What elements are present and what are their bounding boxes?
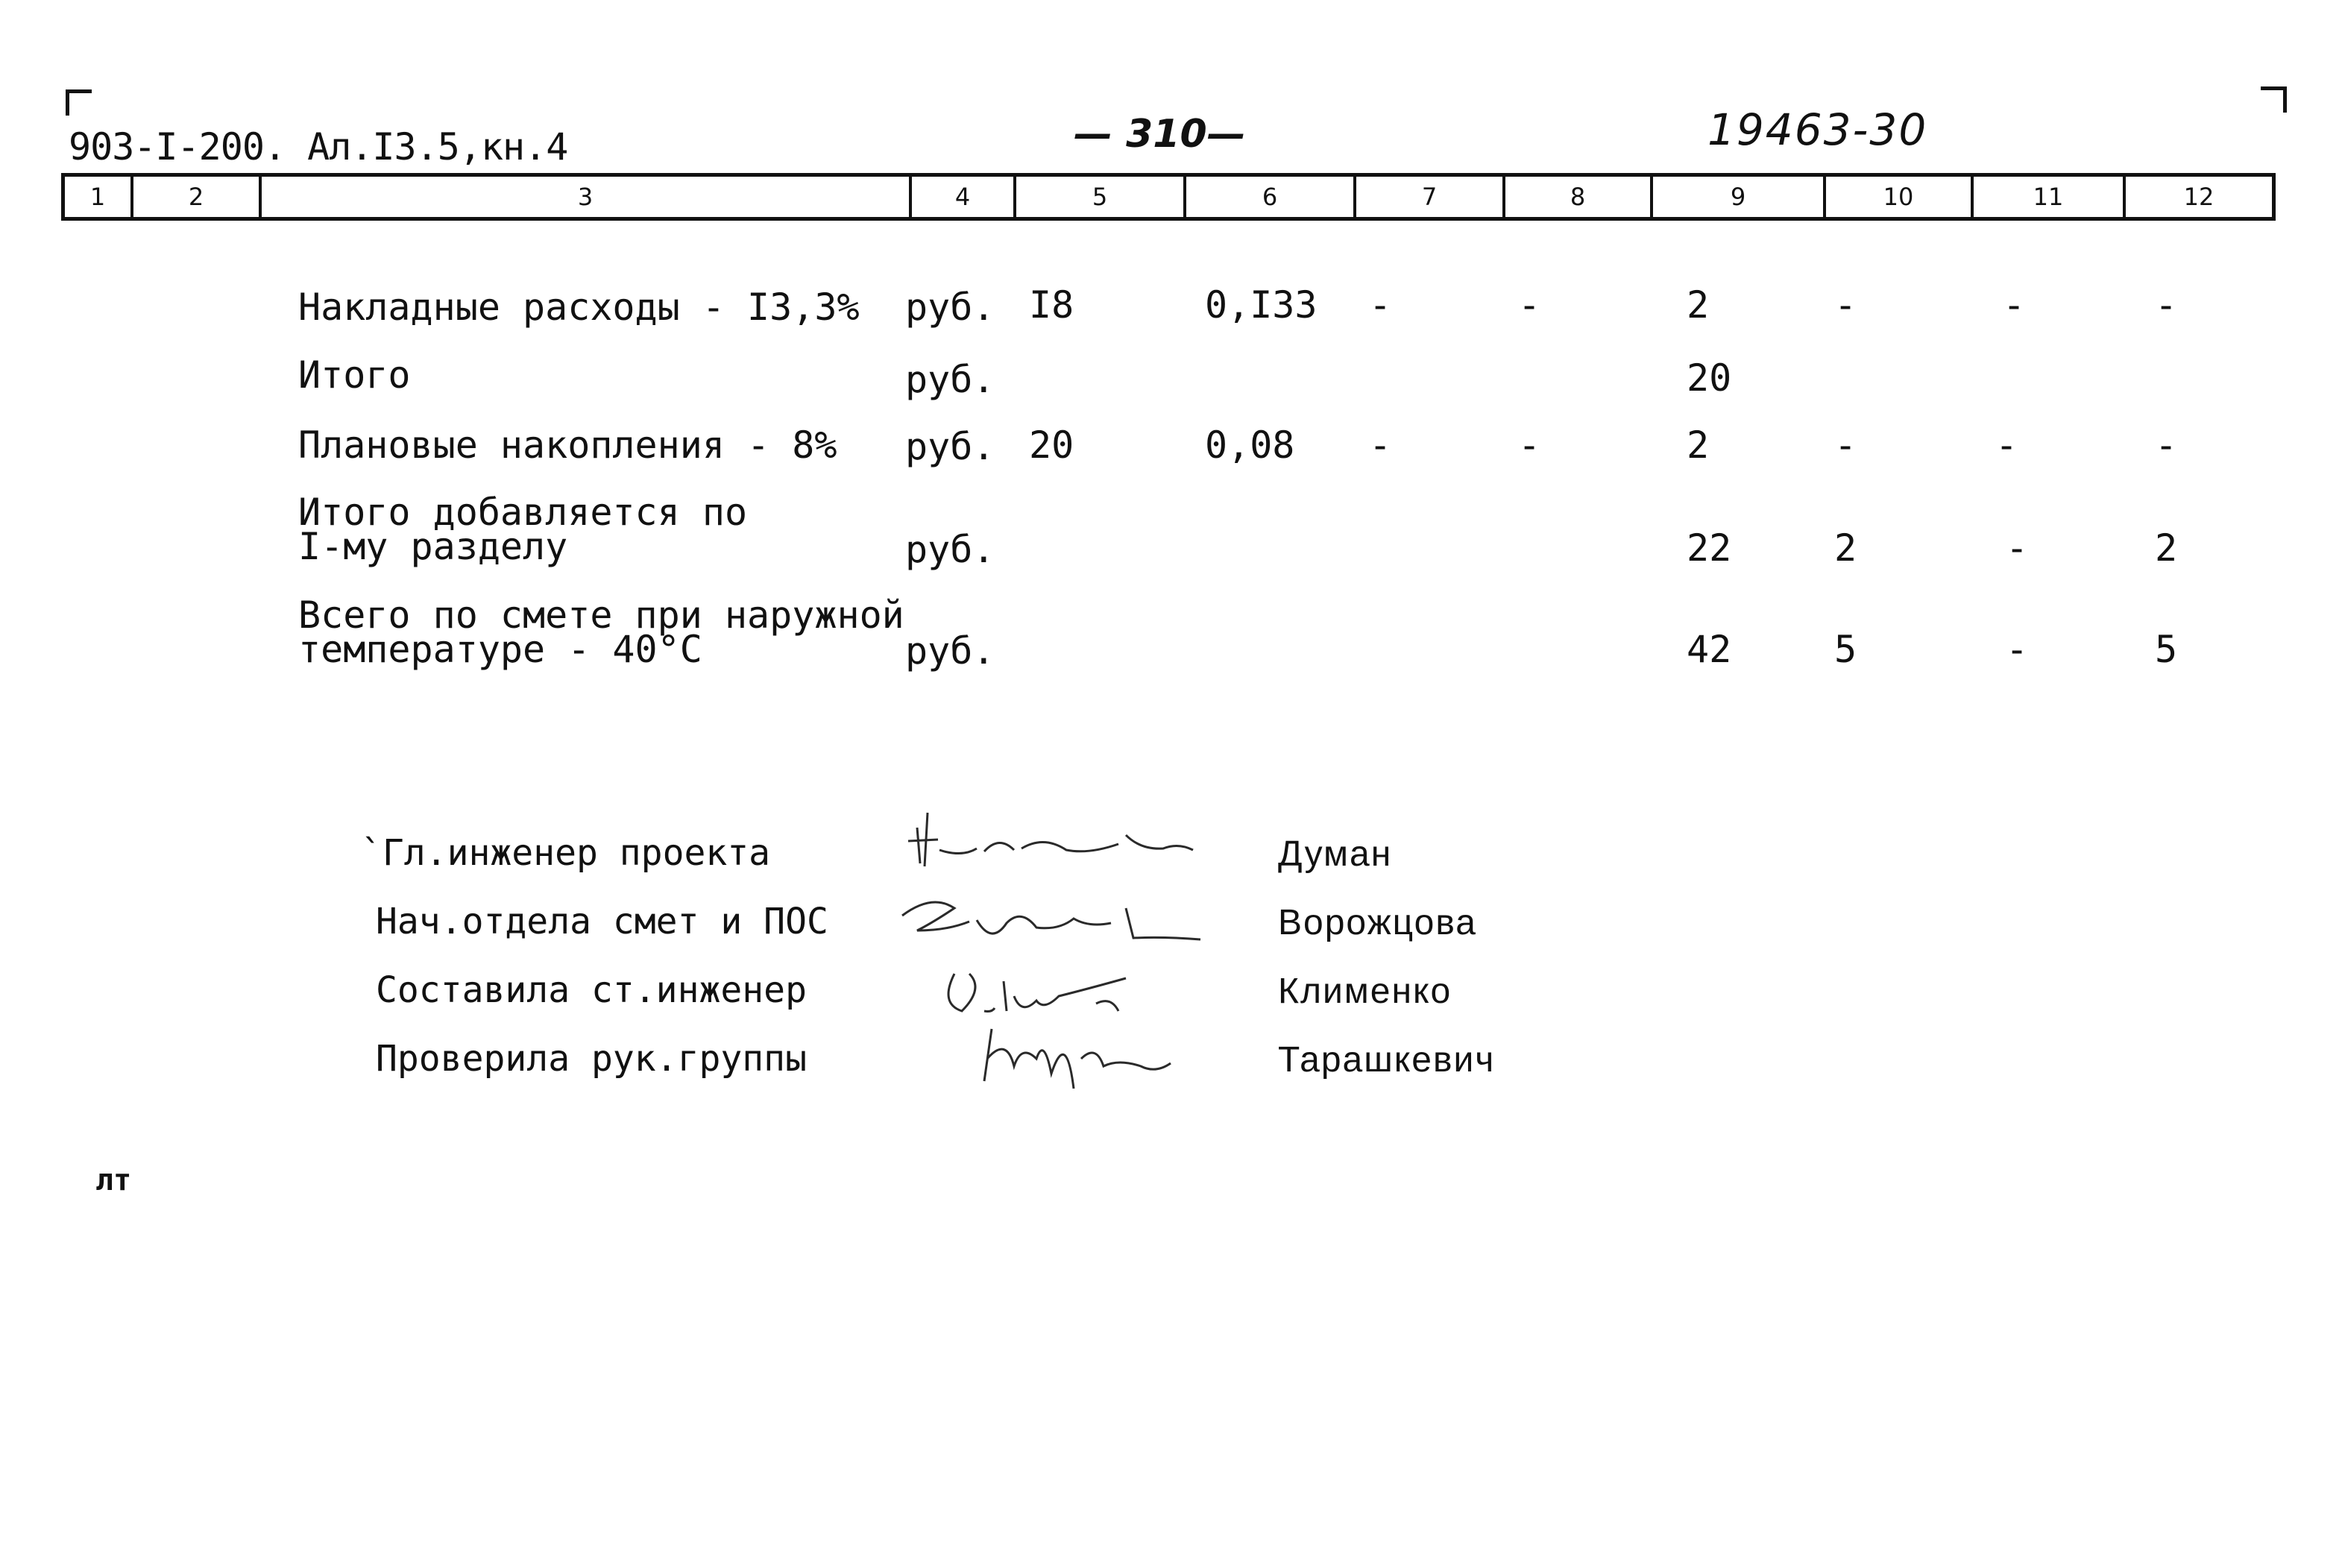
reference-number: 19463-30 [1707,104,1928,155]
column-number: 7 [1356,177,1505,217]
row-cell-col6: 0,I33 [1205,283,1318,327]
row-label: I-му разделу [298,525,568,568]
row-cell-col6: 0,08 [1205,424,1295,467]
row-label: Итого добавляется по [298,491,748,534]
column-number: 8 [1505,177,1653,217]
column-number: 3 [262,177,912,217]
column-number: 5 [1016,177,1186,217]
signature-name: Ворожцова [1278,903,1477,942]
row-cell-col11: - [2006,526,2029,570]
row-cell-col9: 20 [1687,356,1732,400]
column-number: 9 [1653,177,1826,217]
row-cell-col9: 42 [1687,628,1732,671]
column-number: 4 [912,177,1016,217]
row-cell-col8: - [1518,283,1541,327]
corner-mark-top-right [2261,86,2287,113]
row-cell-col7: - [1369,424,1392,467]
column-number-strip [61,173,2276,221]
signature-name: Клименко [1278,972,1452,1011]
row-cell-col9: 22 [1687,526,1732,570]
row-cell-col10: - [1834,424,1857,467]
column-number: 1 [65,177,133,217]
signature-name: Думан [1278,834,1393,874]
row-label: температуре - 40°C [298,628,702,671]
row-cell-col12: - [2155,424,2178,467]
column-number: 12 [2183,183,2214,211]
row-cell-col12: - [2155,283,2178,327]
column-number: 11 [1974,177,2126,217]
signature-name: Тарашкевич [1278,1040,1496,1080]
row-cell-col12: 5 [2155,628,2178,671]
corner-mark-top-left [66,89,92,116]
row-cell-col9: 2 [1687,424,1710,467]
footer-marker: лт [95,1163,132,1197]
handwritten-signature-2 [887,886,1208,953]
row-unit: руб. [905,528,995,571]
page-number: — 310— [1074,112,1246,157]
signature-role: Нач.отдела смет и ПОС [376,901,828,942]
handwritten-signature-1 [895,805,1208,872]
row-cell-col8: - [1518,424,1541,467]
row-unit: руб. [905,286,995,329]
row-cell-col9: 2 [1687,283,1710,327]
row-cell-col10: 5 [1834,628,1857,671]
signature-role: `Гл.инженер проекта [361,832,771,874]
row-cell-col11: - [2003,283,2026,327]
row-cell-col11: - [2006,628,2029,671]
column-number: 6 [1186,177,1356,217]
row-unit: руб. [905,629,995,673]
row-cell-col5: 20 [1029,424,1074,467]
row-cell-col12: 2 [2155,526,2178,570]
signature-role: Составила ст.инженер [376,969,807,1011]
row-label: Итого [298,353,411,397]
row-label: Всего по смете при наружной [298,593,904,637]
signature-role: Проверила рук.группы [376,1038,807,1080]
row-cell-col7: - [1369,283,1392,327]
row-cell-col11: - [1995,424,2018,467]
row-label: Накладные расходы - I3,3% [298,286,860,329]
document-code: 903-I-200. Ал.I3.5,кн.4 [69,125,568,169]
row-label: Плановые накопления - 8% [298,424,837,467]
row-unit: руб. [905,425,995,468]
row-cell-col5: I8 [1029,283,1074,327]
handwritten-signature-4 [969,1014,1193,1096]
column-number: 2 [133,177,262,217]
row-unit: руб. [905,358,995,401]
column-number: 10 [1826,177,1974,217]
row-cell-col10: 2 [1834,526,1857,570]
row-cell-col10: - [1834,283,1857,327]
